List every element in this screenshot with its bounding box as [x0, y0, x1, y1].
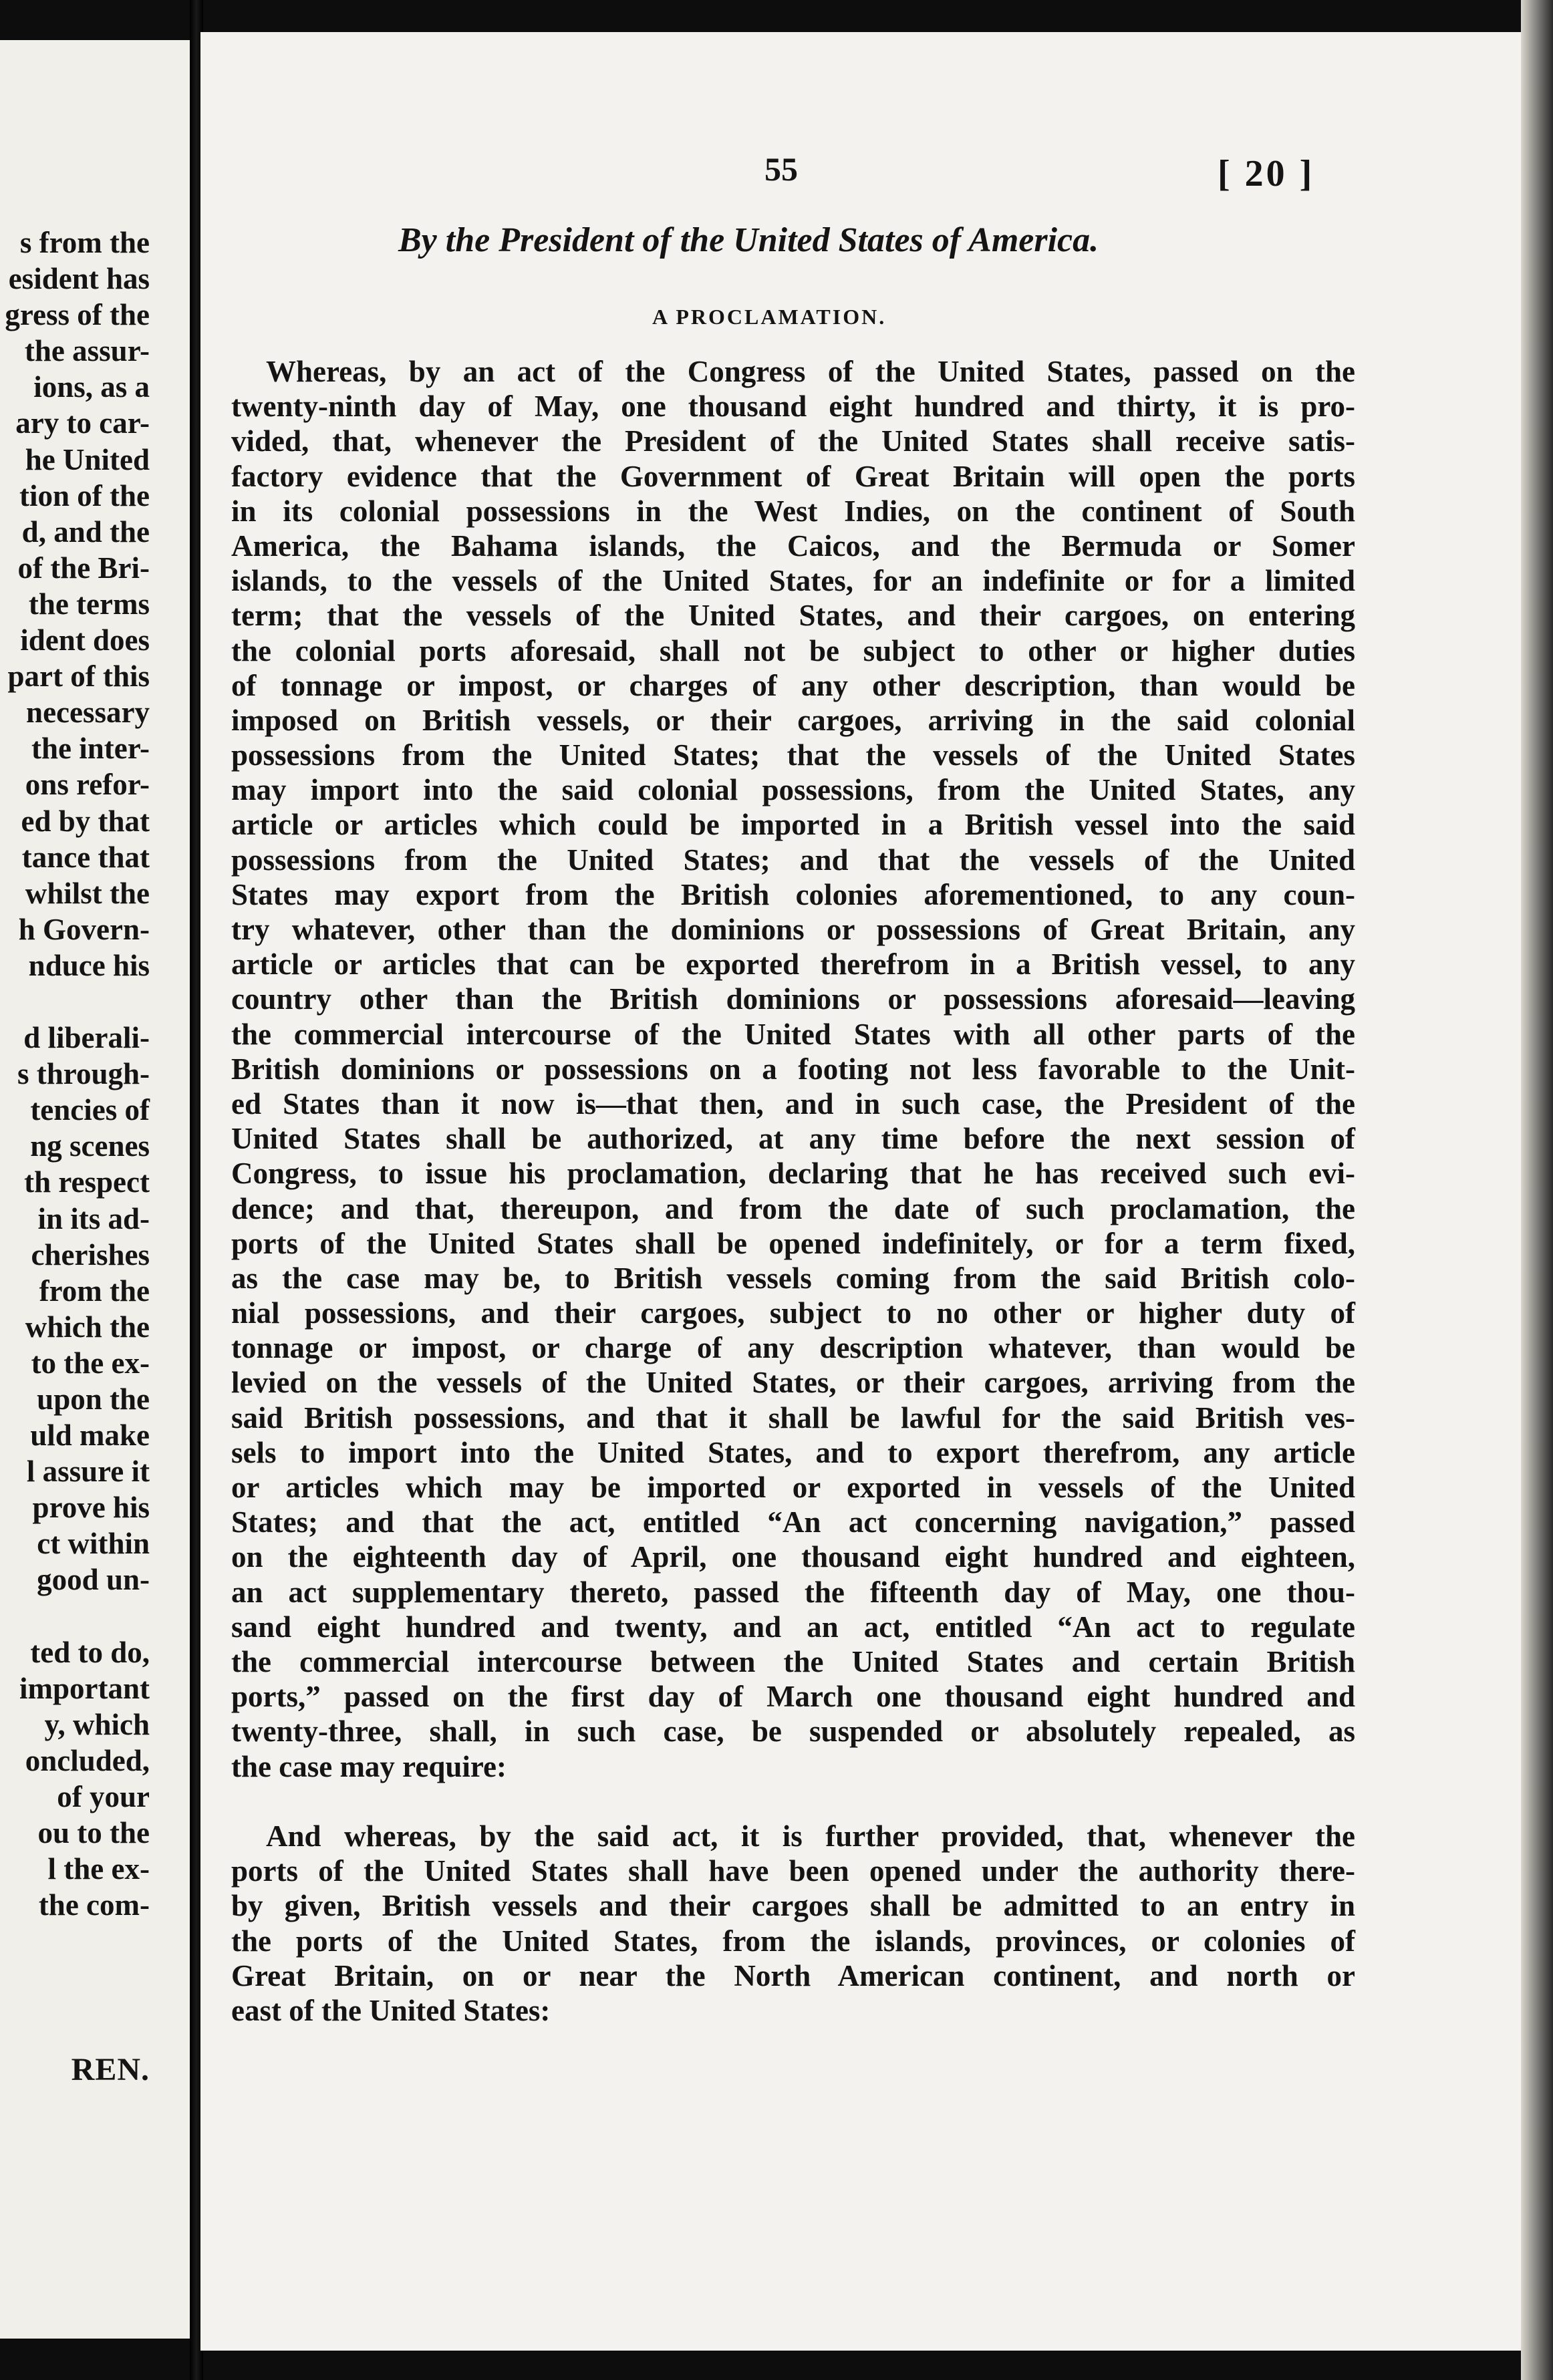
proclamation-subheading: A PROCLAMATION.	[652, 305, 887, 329]
left-page-line: important	[19, 1671, 150, 1705]
left-page-line: which the	[25, 1310, 150, 1344]
text-line: possessions from the United States; and that the vessels of the United	[231, 843, 1355, 877]
text-line: in its colonial possessions in the West Indies, on the continent of South	[231, 494, 1355, 528]
left-page-line: ary to car-	[15, 406, 150, 440]
text-line: the ports of the United States, from the islands, provinces, or colonies of	[231, 1924, 1355, 1958]
left-page-line: whilst the	[25, 876, 150, 910]
left-page-line: part of this	[7, 659, 150, 694]
left-page-line: upon the	[37, 1382, 150, 1416]
left-page-line: ou to the	[37, 1816, 150, 1850]
left-page-line: good un-	[37, 1563, 150, 1597]
text-line: America, the Bahama islands, the Caicos, and the Bermuda or Somer	[231, 529, 1355, 563]
left-page-line: of the Bri-	[17, 551, 150, 585]
text-line: ports,” passed on the first day of March one thousand eight hundred and	[231, 1680, 1355, 1714]
left-page-line: nduce his	[28, 948, 150, 982]
left-page-line: oncluded,	[25, 1743, 150, 1777]
text-line: ports of the United States shall be opened indefinitely, or for a term fixed,	[231, 1226, 1355, 1260]
text-line: ports of the United States shall have been opened under the authority there-	[231, 1854, 1355, 1888]
text-line: possessions from the United States; that the vessels of the United States	[231, 738, 1355, 772]
left-page-line: uld make	[30, 1419, 150, 1453]
left-page-line: necessary	[26, 696, 150, 730]
left-page-line: ions, as a	[33, 370, 150, 404]
text-line: the colonial ports aforesaid, shall not be subject to other or higher duties	[231, 633, 1355, 667]
text-line: dence; and that, thereupon, and from the date of such proclamation, the	[231, 1191, 1355, 1225]
left-page-line: s from the	[19, 226, 150, 259]
text-line: And whereas, by the said act, it is further provided, that, whenever the	[266, 1819, 1355, 1853]
left-page-line: in its ad-	[37, 1201, 150, 1235]
paragraph-2	[231, 1819, 1355, 2028]
text-line: article or articles that can be exported therefrom in a British vessel, to any	[231, 947, 1355, 982]
text-line: term; that the vessels of the United States, and their cargoes, on entering	[231, 599, 1355, 633]
left-page-line: cherishes	[31, 1237, 150, 1272]
text-line: sand eight hundred and twenty, and an act, entitled “An act to regulate	[231, 1610, 1355, 1644]
text-line: the case may require:	[231, 1749, 507, 1783]
text-line: Congress, to issue his proclamation, declaring that he has received such evi-	[231, 1157, 1355, 1191]
left-page-line: the com-	[38, 1888, 150, 1922]
left-page-line: ed by that	[21, 804, 150, 838]
text-line: east of the United States:	[231, 1993, 551, 2027]
text-line: try whatever, other than the dominions or possessions of Great Britain, any	[231, 913, 1355, 946]
text-line: States; and that the act, entitled “An act concerning navigation,” passed	[231, 1505, 1355, 1539]
left-page-fragment	[0, 40, 190, 2339]
left-page-line: y, which	[44, 1707, 150, 1741]
text-line: ed States than it now is—that then, and in such case, the President of the	[231, 1086, 1355, 1121]
left-page-line: gress of the	[5, 298, 150, 332]
left-page-signature: REN.	[71, 2052, 150, 2087]
left-page-line: the inter-	[31, 732, 150, 766]
left-page-line: he United	[25, 442, 150, 476]
text-line: article or articles which could be imported in a British vessel into the said	[231, 808, 1355, 842]
left-page-line: tencies of	[30, 1093, 150, 1127]
left-page-line: ct within	[37, 1527, 150, 1561]
left-page-line: l assure it	[26, 1455, 150, 1489]
text-line: factory evidence that the Government of Great Britain will open the ports	[231, 459, 1355, 493]
left-page-line: the assur-	[24, 334, 150, 368]
page-number: 55	[764, 150, 798, 188]
text-line: the commercial intercourse between the United States and certain British	[231, 1644, 1355, 1678]
left-page-line: ident does	[20, 623, 150, 657]
text-line: British dominions or possessions on a footing not less favorable to the Unit-	[231, 1052, 1355, 1086]
left-page-line: ng scenes	[30, 1129, 150, 1163]
left-page-line: d liberali-	[23, 1021, 150, 1055]
text-line: or articles which may be imported or exported in vessels of the United	[231, 1471, 1355, 1504]
text-line: nial possessions, and their cargoes, subject to no other or higher duty of	[231, 1296, 1355, 1330]
left-page-line: the terms	[28, 587, 150, 621]
left-page-line	[5, 1598, 150, 1634]
text-line: vided, that, whenever the President of the United States shall receive satis-	[231, 424, 1355, 458]
text-line: the commercial intercourse of the United States with all other parts of the	[231, 1017, 1355, 1051]
text-line: may import into the said colonial possessions, from the United States, any	[231, 773, 1355, 807]
text-line: Great Britain, on or near the North American continent, and north or	[231, 1958, 1355, 1992]
left-page-line: th respect	[24, 1165, 150, 1199]
bracketed-page-number: [ 20 ]	[1218, 153, 1315, 194]
left-page-line: tance that	[21, 840, 150, 874]
text-line: United States shall be authorized, at any time before the next session of	[231, 1122, 1355, 1156]
text-line: of tonnage or impost, or charges of any other description, than would be	[231, 668, 1355, 702]
left-page-line: from the	[39, 1274, 150, 1308]
text-line: States may export from the British colonies aforementioned, to any coun-	[231, 877, 1355, 911]
text-line: imposed on British vessels, or their cargoes, arriving in the said colonial	[231, 703, 1355, 737]
left-page-line: ted to do,	[30, 1635, 150, 1669]
text-line: country other than the British dominions or possessions aforesaid—leaving	[231, 982, 1355, 1016]
left-page-line: of your	[57, 1780, 150, 1814]
left-page-line: esident has	[8, 262, 150, 296]
text-line: islands, to the vessels of the United States, for an indefinite or for a limited	[231, 564, 1355, 598]
text-line: twenty-three, shall, in such case, be suspended or absolutely repealed, as	[231, 1715, 1355, 1749]
text-line: said British possessions, and that it shall be lawful for the said British ves-	[231, 1400, 1355, 1435]
text-line: on the eighteenth day of April, one thousand eight hundred and eighteen,	[231, 1540, 1355, 1574]
left-page-line	[5, 984, 150, 1020]
text-line: Whereas, by an act of the Congress of the United States, passed on the	[266, 355, 1355, 388]
text-line: sels to import into the United States, and to export therefrom, any article	[231, 1435, 1355, 1469]
left-page-line: s through-	[17, 1057, 150, 1091]
text-line: as the case may be, to British vessels coming from the said British colo-	[231, 1261, 1355, 1295]
left-page-text	[5, 225, 150, 1923]
text-line: tonnage or impost, or charge of any description whatever, than would be	[231, 1331, 1355, 1365]
proclamation-heading: By the President of the United States of America.	[398, 221, 1099, 259]
text-line: by given, British vessels and their cargoes shall be admitted to an entry in	[231, 1889, 1355, 1923]
paragraph-1	[231, 354, 1355, 1784]
left-page-line: to the ex-	[31, 1346, 150, 1380]
left-page-line: tion of the	[19, 478, 150, 512]
left-page-line: l the ex-	[47, 1852, 150, 1886]
left-page-line: prove his	[32, 1491, 150, 1525]
text-line: twenty-ninth day of May, one thousand eight hundred and thirty, it is pro-	[231, 390, 1355, 424]
page-edge	[1521, 0, 1553, 2380]
text-line: levied on the vessels of the United States, or their cargoes, arriving from the	[231, 1366, 1355, 1400]
left-page-line: ons refor-	[25, 768, 150, 802]
left-page-line: d, and the	[21, 514, 150, 549]
left-page-line: h Govern-	[18, 912, 150, 946]
text-line: an act supplementary thereto, passed the fifteenth day of May, one thou-	[231, 1575, 1355, 1609]
